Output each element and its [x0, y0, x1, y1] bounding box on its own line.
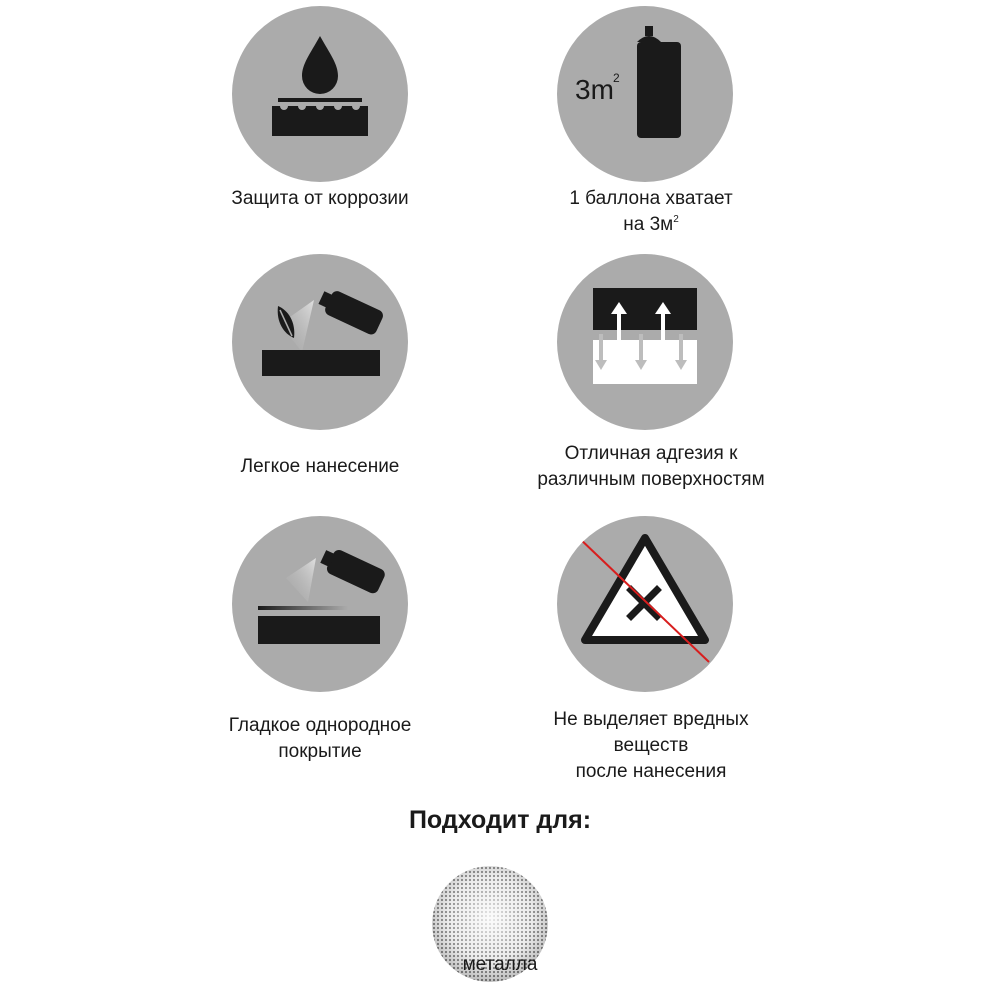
- icon-superscript-2: 2: [613, 71, 620, 85]
- smooth-caption: Гладкое однородное покрытие: [228, 715, 412, 762]
- metal-label: металла: [462, 954, 538, 975]
- easy-caption: Легкое нанесение: [240, 456, 400, 477]
- no-hazard-triangle-icon: [557, 516, 733, 692]
- adhesion-caption: Отличная адгезия к различным поверхностям: [537, 443, 765, 490]
- adhesion-icon-circle: [557, 254, 733, 430]
- safe-icon-circle: [557, 516, 733, 692]
- adhesion-arrows-icon: [557, 254, 733, 430]
- easy-icon-circle: [232, 254, 408, 430]
- icon-3m-text: 3m: [575, 74, 614, 105]
- corrosion-icon-circle: [232, 6, 408, 182]
- spray-can-coverage-icon: [557, 6, 733, 182]
- feather-spray-icon: [232, 254, 408, 430]
- smooth-spray-icon: [232, 516, 408, 692]
- smooth-icon-circle: [232, 516, 408, 692]
- safe-caption: Не выделяет вредных веществ после нанесения: [553, 709, 749, 782]
- coverage-caption: 1 баллона хватает на $3м^2$: [569, 188, 733, 235]
- coverage-icon-circle: [557, 6, 733, 182]
- water-drop-on-surface-icon: [232, 6, 408, 182]
- suitable-title: Подходит для:: [408, 806, 592, 834]
- corrosion-caption: Защита от коррозии: [231, 188, 409, 209]
